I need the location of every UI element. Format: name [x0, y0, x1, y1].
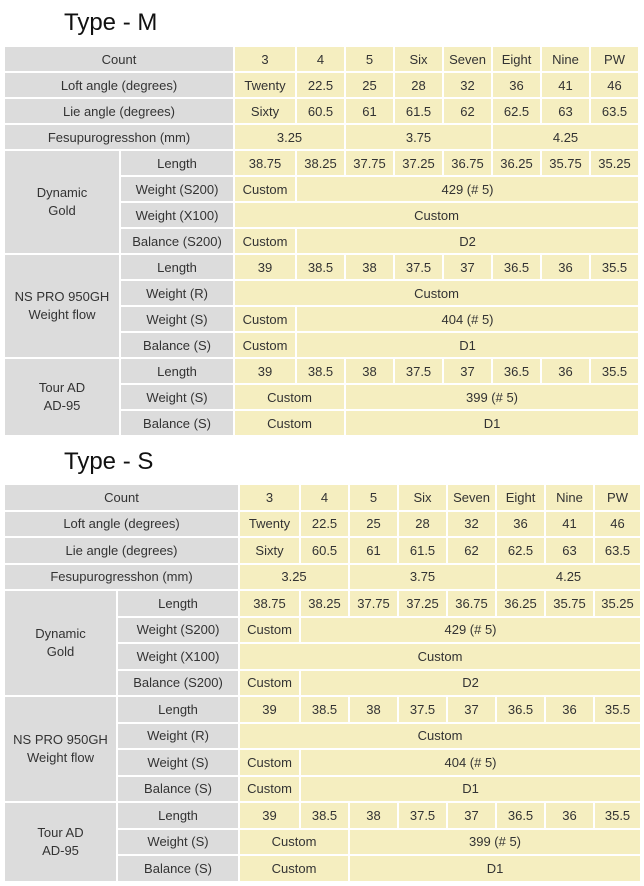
lie-cell: 62.5: [496, 537, 545, 564]
weight-cell: Custom: [234, 280, 639, 306]
lie-cell: 61.5: [394, 98, 443, 124]
count-cell: Eight: [496, 484, 545, 511]
balance-label: Balance (S): [120, 332, 234, 358]
ns-pro-group-label: [4, 254, 120, 358]
count-row: [4, 46, 639, 72]
length-cell: 36.5: [492, 358, 541, 384]
loft-cell: 22.5: [296, 72, 345, 98]
length-cell: 37.5: [394, 254, 443, 280]
balance-label: Balance (S200): [117, 670, 239, 697]
length-cell: 35.25: [590, 150, 639, 176]
shaft-name-line: Gold: [46, 644, 75, 659]
weight-label: Weight (X100): [120, 202, 234, 228]
length-label: Length: [120, 358, 234, 384]
spec-table-type-m: [3, 45, 640, 437]
count-cell: Seven: [447, 484, 496, 511]
count-cell: 4: [300, 484, 349, 511]
loft-cell: Twenty: [239, 511, 300, 538]
balance-cell: Custom: [234, 228, 296, 254]
shaft-name-line: Dynamic: [36, 185, 88, 200]
length-cell: 39: [239, 802, 300, 829]
loft-row: [4, 72, 639, 98]
length-label: Length: [117, 802, 239, 829]
loft-cell: 46: [594, 511, 641, 538]
length-cell: 36.25: [492, 150, 541, 176]
balance-cell: D2: [300, 670, 641, 697]
flex-row: [4, 124, 639, 150]
weight-label: Weight (X100): [117, 643, 239, 670]
count-cell: 4: [296, 46, 345, 72]
dynamic-gold-length-row: [4, 590, 641, 617]
length-cell: 36.75: [443, 150, 492, 176]
flex-row: [4, 564, 641, 591]
length-cell: 37: [447, 802, 496, 829]
count-cell: 3: [234, 46, 296, 72]
spec-table-type-s: [3, 483, 642, 883]
length-cell: 35.5: [590, 254, 639, 280]
lie-cell: 63: [545, 537, 594, 564]
length-cell: 38.75: [239, 590, 300, 617]
length-cell: 38.25: [300, 590, 349, 617]
loft-row: [4, 511, 641, 538]
balance-label: Balance (S): [117, 855, 239, 882]
lie-cell: 61.5: [398, 537, 447, 564]
shaft-name-line: Weight flow: [27, 750, 94, 765]
length-cell: 36: [545, 802, 594, 829]
loft-cell: 28: [394, 72, 443, 98]
loft-label: Loft angle (degrees): [4, 511, 239, 538]
loft-cell: 41: [541, 72, 590, 98]
length-cell: 36.5: [496, 802, 545, 829]
length-cell: 38.5: [300, 696, 349, 723]
length-cell: 35.25: [594, 590, 641, 617]
loft-cell: 32: [447, 511, 496, 538]
length-cell: 35.5: [594, 802, 641, 829]
length-cell: 36.5: [492, 254, 541, 280]
length-label: Length: [117, 590, 239, 617]
ns-pro-group-label: [4, 696, 117, 802]
weight-cell: Custom: [234, 384, 345, 410]
count-cell: PW: [590, 46, 639, 72]
weight-cell: 399 (# 5): [349, 829, 641, 856]
shaft-name-line: NS PRO 950GH: [13, 732, 108, 747]
weight-cell: Custom: [234, 202, 639, 228]
length-cell: 36: [541, 358, 590, 384]
length-label: Length: [120, 150, 234, 176]
length-cell: 37: [447, 696, 496, 723]
count-cell: Nine: [541, 46, 590, 72]
weight-cell: 429 (# 5): [300, 617, 641, 644]
weight-cell: Custom: [239, 723, 641, 750]
length-cell: 35.5: [590, 358, 639, 384]
count-cell: Nine: [545, 484, 594, 511]
shaft-name-line: Tour AD: [37, 824, 84, 840]
balance-label: Balance (S): [117, 776, 239, 803]
length-cell: 37.25: [394, 150, 443, 176]
length-cell: 38: [345, 254, 394, 280]
length-cell: 35.75: [541, 150, 590, 176]
length-cell: 38: [345, 358, 394, 384]
count-cell: Six: [398, 484, 447, 511]
lie-cell: 60.5: [296, 98, 345, 124]
loft-cell: 36: [496, 511, 545, 538]
balance-label: Balance (S200): [120, 228, 234, 254]
shaft-name-line: AD-95: [43, 398, 81, 413]
count-cell: 5: [345, 46, 394, 72]
shaft-name-line: Gold: [48, 203, 76, 218]
lie-cell: 62.5: [492, 98, 541, 124]
loft-label: Loft angle (degrees): [4, 72, 234, 98]
length-cell: 38.5: [296, 358, 345, 384]
length-cell: 38.75: [234, 150, 296, 176]
count-cell: PW: [594, 484, 641, 511]
length-cell: 36.5: [496, 696, 545, 723]
length-cell: 38.5: [296, 254, 345, 280]
ns-pro-length-row: [4, 254, 639, 280]
dynamic-gold-group-label: [4, 150, 120, 254]
balance-cell: Custom: [239, 776, 300, 803]
lie-cell: 62: [447, 537, 496, 564]
balance-cell: Custom: [234, 410, 345, 436]
length-cell: 37.75: [349, 590, 398, 617]
length-label: Length: [117, 696, 239, 723]
weight-label: Weight (S200): [117, 617, 239, 644]
lie-cell: 61: [349, 537, 398, 564]
weight-label: Weight (S): [120, 384, 234, 410]
loft-cell: 25: [349, 511, 398, 538]
lie-cell: Sixty: [239, 537, 300, 564]
balance-cell: Custom: [234, 332, 296, 358]
length-cell: 36: [545, 696, 594, 723]
count-row: [4, 484, 641, 511]
count-cell: Six: [394, 46, 443, 72]
length-cell: 39: [234, 254, 296, 280]
loft-cell: Twenty: [234, 72, 296, 98]
shaft-name-line: Dynamic: [35, 626, 86, 641]
length-cell: 37: [443, 254, 492, 280]
tour-ad-group-label: [4, 358, 120, 436]
flex-cell: 3.75: [345, 124, 492, 150]
count-cell: 5: [349, 484, 398, 511]
loft-cell: 25: [345, 72, 394, 98]
length-cell: 37.5: [398, 802, 447, 829]
lie-cell: 61: [345, 98, 394, 124]
loft-cell: 36: [492, 72, 541, 98]
length-cell: 37.75: [345, 150, 394, 176]
length-cell: 36.75: [447, 590, 496, 617]
length-cell: 38: [349, 696, 398, 723]
length-cell: 35.75: [545, 590, 594, 617]
lie-row: [4, 98, 639, 124]
length-label: Length: [120, 254, 234, 280]
length-cell: 38.25: [296, 150, 345, 176]
lie-cell: Sixty: [234, 98, 296, 124]
flex-cell: 3.25: [234, 124, 345, 150]
balance-cell: Custom: [239, 670, 300, 697]
loft-cell: 32: [443, 72, 492, 98]
lie-row: [4, 537, 641, 564]
dynamic-gold-length-row: [4, 150, 639, 176]
balance-cell: D1: [300, 776, 641, 803]
count-label: Count: [4, 484, 239, 511]
length-cell: 37.5: [398, 696, 447, 723]
tour-ad-length-row: [4, 802, 641, 829]
weight-label: Weight (R): [120, 280, 234, 306]
section-title-type-m: Type - M: [64, 9, 158, 36]
length-cell: 36.25: [496, 590, 545, 617]
tour-ad-group-label: [4, 802, 117, 882]
flex-cell: 3.25: [239, 564, 349, 591]
section-title-type-s: Type - S: [64, 448, 154, 475]
length-cell: 39: [234, 358, 296, 384]
shaft-name-line: NS PRO 950GH: [14, 289, 110, 304]
flex-cell: 3.75: [349, 564, 496, 591]
length-cell: 37.5: [394, 358, 443, 384]
loft-cell: 28: [398, 511, 447, 538]
weight-cell: 404 (# 5): [296, 306, 639, 332]
length-cell: 38.5: [300, 802, 349, 829]
weight-label: Weight (S): [120, 306, 234, 332]
balance-cell: D2: [296, 228, 639, 254]
weight-cell: Custom: [234, 306, 296, 332]
loft-cell: 41: [545, 511, 594, 538]
flex-label: Fesupurogresshon (mm): [4, 564, 239, 591]
lie-label: Lie angle (degrees): [4, 98, 234, 124]
ns-pro-length-row: [4, 696, 641, 723]
lie-cell: 63: [541, 98, 590, 124]
balance-cell: Custom: [239, 855, 349, 882]
dynamic-gold-group-label: [4, 590, 117, 696]
weight-cell: Custom: [239, 829, 349, 856]
weight-label: Weight (R): [117, 723, 239, 750]
length-cell: 36: [541, 254, 590, 280]
balance-label: Balance (S): [120, 410, 234, 436]
weight-cell: 404 (# 5): [300, 749, 641, 776]
flex-cell: 4.25: [492, 124, 639, 150]
length-cell: 37: [443, 358, 492, 384]
weight-cell: 429 (# 5): [296, 176, 639, 202]
weight-cell: Custom: [239, 617, 300, 644]
balance-cell: D1: [349, 855, 641, 882]
weight-label: Weight (S): [117, 749, 239, 776]
length-cell: 39: [239, 696, 300, 723]
weight-label: Weight (S): [117, 829, 239, 856]
weight-cell: 399 (# 5): [345, 384, 639, 410]
flex-cell: 4.25: [496, 564, 641, 591]
weight-label: Weight (S200): [120, 176, 234, 202]
shaft-name-line: Tour AD: [38, 380, 86, 395]
shaft-name-line: Weight flow: [28, 307, 96, 322]
lie-cell: 63.5: [590, 98, 639, 124]
weight-cell: Custom: [234, 176, 296, 202]
lie-cell: 60.5: [300, 537, 349, 564]
flex-label: Fesupurogresshon (mm): [4, 124, 234, 150]
length-cell: 35.5: [594, 696, 641, 723]
count-cell: Seven: [443, 46, 492, 72]
balance-cell: D1: [296, 332, 639, 358]
weight-cell: Custom: [239, 749, 300, 776]
weight-cell: Custom: [239, 643, 641, 670]
length-cell: 38: [349, 802, 398, 829]
count-label: Count: [4, 46, 234, 72]
lie-cell: 62: [443, 98, 492, 124]
shaft-name-line: AD-95: [42, 842, 79, 858]
tour-ad-length-row: [4, 358, 639, 384]
loft-cell: 22.5: [300, 511, 349, 538]
count-cell: Eight: [492, 46, 541, 72]
loft-cell: 46: [590, 72, 639, 98]
lie-label: Lie angle (degrees): [4, 537, 239, 564]
length-cell: 37.25: [398, 590, 447, 617]
balance-cell: D1: [345, 410, 639, 436]
count-cell: 3: [239, 484, 300, 511]
lie-cell: 63.5: [594, 537, 641, 564]
